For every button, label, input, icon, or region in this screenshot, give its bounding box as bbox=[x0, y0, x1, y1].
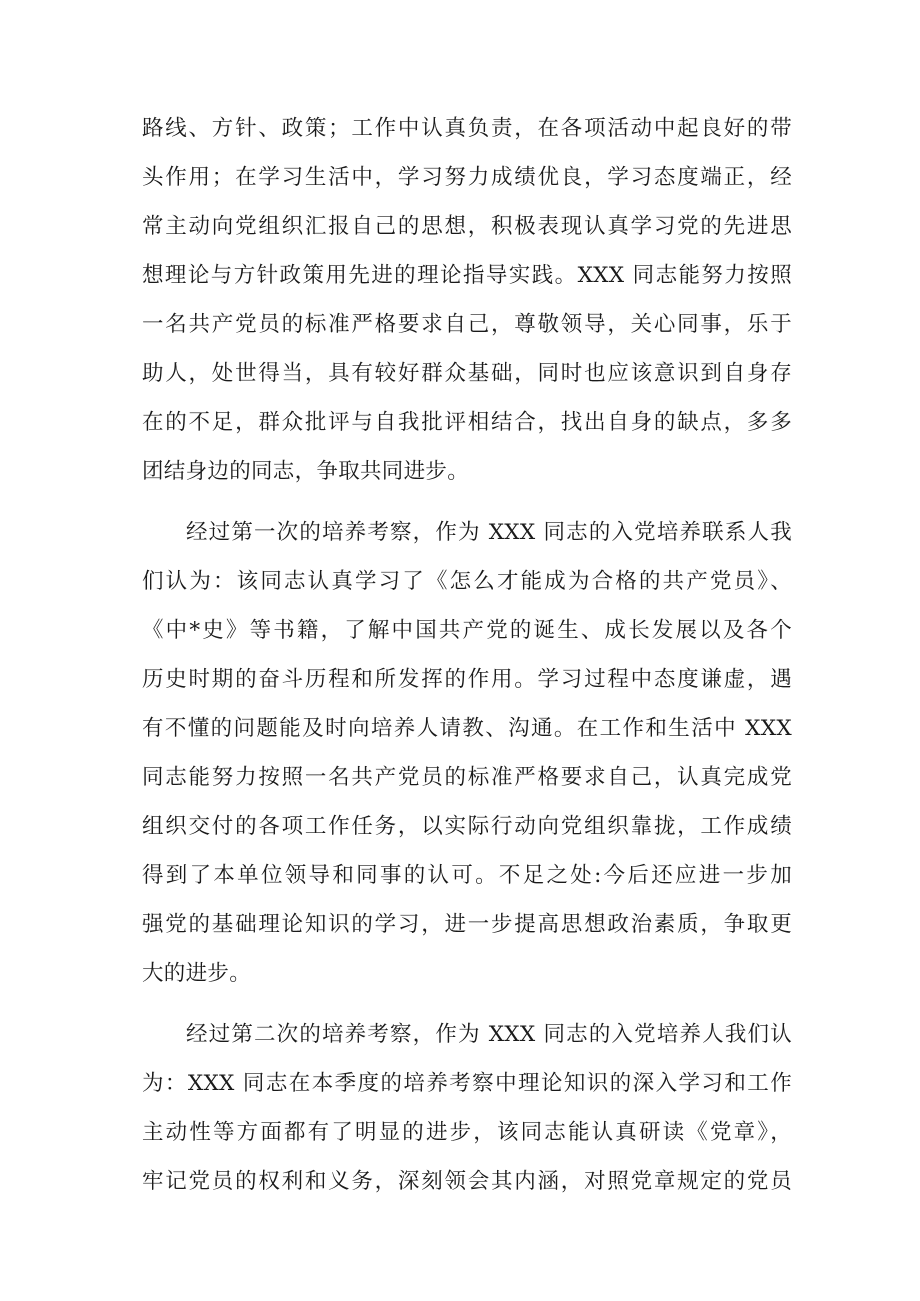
text-line: 经过第二次的培养考察，作为 XXX 同志的入党培养人我们认 bbox=[186, 1022, 792, 1047]
text-line: 为：XXX 同志在本季度的培养考察中理论知识的深入学习和工作 bbox=[142, 1071, 792, 1096]
text-line: 同志能努力按照一名共产党员的标准严格要求自己，认真完成党 bbox=[142, 765, 792, 790]
text-line: 常主动向党组织汇报自己的思想，积极表现认真学习党的先进思 bbox=[142, 214, 792, 239]
text-line: 助人，处世得当，具有较好群众基础，同时也应该意识到自身存 bbox=[142, 361, 792, 386]
text-line: 强党的基础理论知识的学习，进一步提高思想政治素质，争取更 bbox=[142, 912, 792, 937]
text-line: 经过第一次的培养考察，作为 XXX 同志的入党培养联系人我 bbox=[186, 520, 792, 545]
text-line: 在的不足，群众批评与自我批评相结合，找出自身的缺点，多多 bbox=[142, 410, 792, 435]
text-line: 们认为：该同志认真学习了《怎么才能成为合格的共产党员》、 bbox=[142, 569, 792, 594]
text-line: 得到了本单位领导和同事的认可。不足之处:今后还应进一步加 bbox=[142, 863, 792, 888]
text-line: 历史时期的奋斗历程和所发挥的作用。学习过程中态度谦虚，遇 bbox=[142, 667, 792, 692]
text-line: 大的进步。 bbox=[142, 961, 252, 986]
text-line: 一名共产党员的标准严格要求自己，尊敬领导，关心同事，乐于 bbox=[142, 312, 792, 337]
text-line: 有不懂的问题能及时向培养人请教、沟通。在工作和生活中 XXX bbox=[142, 716, 792, 741]
text-line: 《中*史》等书籍，了解中国共产党的诞生、成长发展以及各个 bbox=[142, 618, 792, 643]
text-line: 路线、方针、政策；工作中认真负责，在各项活动中起良好的带 bbox=[142, 116, 792, 141]
text-line: 头作用；在学习生活中，学习努力成绩优良，学习态度端正，经 bbox=[142, 165, 792, 190]
text-line: 牢记党员的权利和义务，深刻领会其内涵，对照党章规定的党员 bbox=[142, 1169, 792, 1194]
text-line: 主动性等方面都有了明显的进步，该同志能认真研读《党章》， bbox=[142, 1120, 792, 1145]
text-line: 想理论与方针政策用先进的理论指导实践。XXX 同志能努力按照 bbox=[142, 263, 792, 288]
text-line: 团结身边的同志，争取共同进步。 bbox=[142, 459, 470, 484]
text-line: 组织交付的各项工作任务，以实际行动向党组织靠拢，工作成绩 bbox=[142, 814, 792, 839]
